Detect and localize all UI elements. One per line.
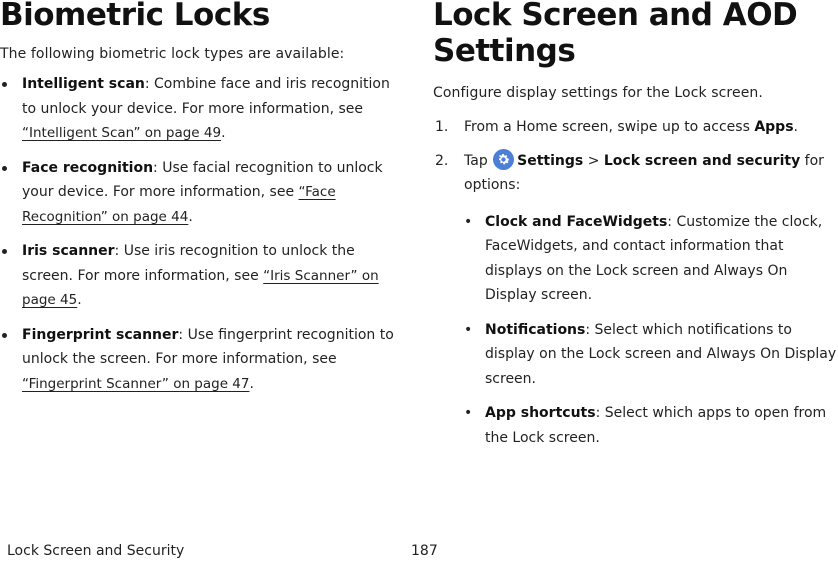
right-column [433,0,838,460]
step-item: 1. From a Home screen, swipe up to access Apps. [433,115,838,140]
bullet [2,333,7,338]
term: Intelligent scan [22,76,145,92]
bullet: • [464,405,473,421]
term: Face recognition [22,159,154,176]
step-item: 2. Tap Settings > Lock screen and security for options: [433,149,838,198]
options-list [433,210,838,451]
list-item: Intelligent scan: Combine face and iris recognition to unlock your device. For more information, see “Intelligent Scan” on page 49. [0,72,408,146]
apps-label: Apps [754,119,794,135]
left-column [0,0,408,406]
biometric-intro: The following biometric lock types are available: [0,46,345,62]
page-number: 187 [411,543,438,559]
term: Iris scanner [22,243,115,259]
cross-reference-link[interactable]: “Intelligent Scan” on page 49 [22,125,222,141]
lock-screen-intro: Configure display settings for the Lock screen. [433,85,763,101]
list-item: • App shortcuts: Select which apps to open from the Lock screen. [464,401,838,450]
steps-list [433,115,838,198]
item-text: : Use iris recognition to unlock the screen. For more information, see [22,243,355,284]
footer-section-title: Lock Screen and Security [7,543,185,559]
list-item: Iris scanner: Use iris recognition to unlock the screen. For more information, see “Iris Scanner” on page 45. [0,239,408,313]
bullet [2,82,7,87]
step-number: 1. [435,119,449,135]
term: Notifications [485,321,586,338]
bullet [2,166,7,171]
item-text: : Use facial recognition to unlock your device. For more information, see [22,159,383,200]
page-heading-lock-screen-aod: Lock Screen and AOD Settings [433,0,798,69]
bullet: • [464,321,473,338]
cross-reference-link[interactable]: “Iris Scanner” on page 45 [22,267,379,308]
list-item: • Notifications: Select which notifications to display on the Lock screen and Always On Display screen. [464,318,838,392]
cross-reference-link[interactable]: “Fingerprint Scanner” on page 47 [22,375,250,392]
list-item: • Clock and FaceWidgets: Customize the clock, FaceWidgets, and contact information that displays on the Lock screen and Always On Display screen. [464,210,838,308]
term: Clock and FaceWidgets [485,213,668,230]
biometric-list [0,72,408,396]
bullet: • [464,213,473,230]
list-item: Face recognition: Use facial recognition to unlock your device. For more information, see “Face Recognition” on page 44. [0,156,408,230]
bullet [2,249,7,254]
settings-label: Settings [517,152,584,169]
item-text: : Use fingerprint recognition to unlock the screen. For more information, see [22,326,394,367]
list-item: Fingerprint scanner: Use fingerprint recognition to unlock the screen. For more information, see “Fingerprint Scanner” on page 47. [0,323,408,397]
step-number: 2. [435,152,449,169]
gear-icon [493,149,514,170]
term: Fingerprint scanner [22,326,179,343]
page-heading-biometric-locks: Biometric Locks [0,0,270,33]
term: App shortcuts [485,405,596,421]
item-text: : Combine face and iris recognition to unlock your device. For more information, see [22,76,390,117]
cross-reference-link[interactable]: “Face Recognition” on page 44 [22,184,336,225]
lock-screen-security-label: Lock screen and security [603,152,801,169]
